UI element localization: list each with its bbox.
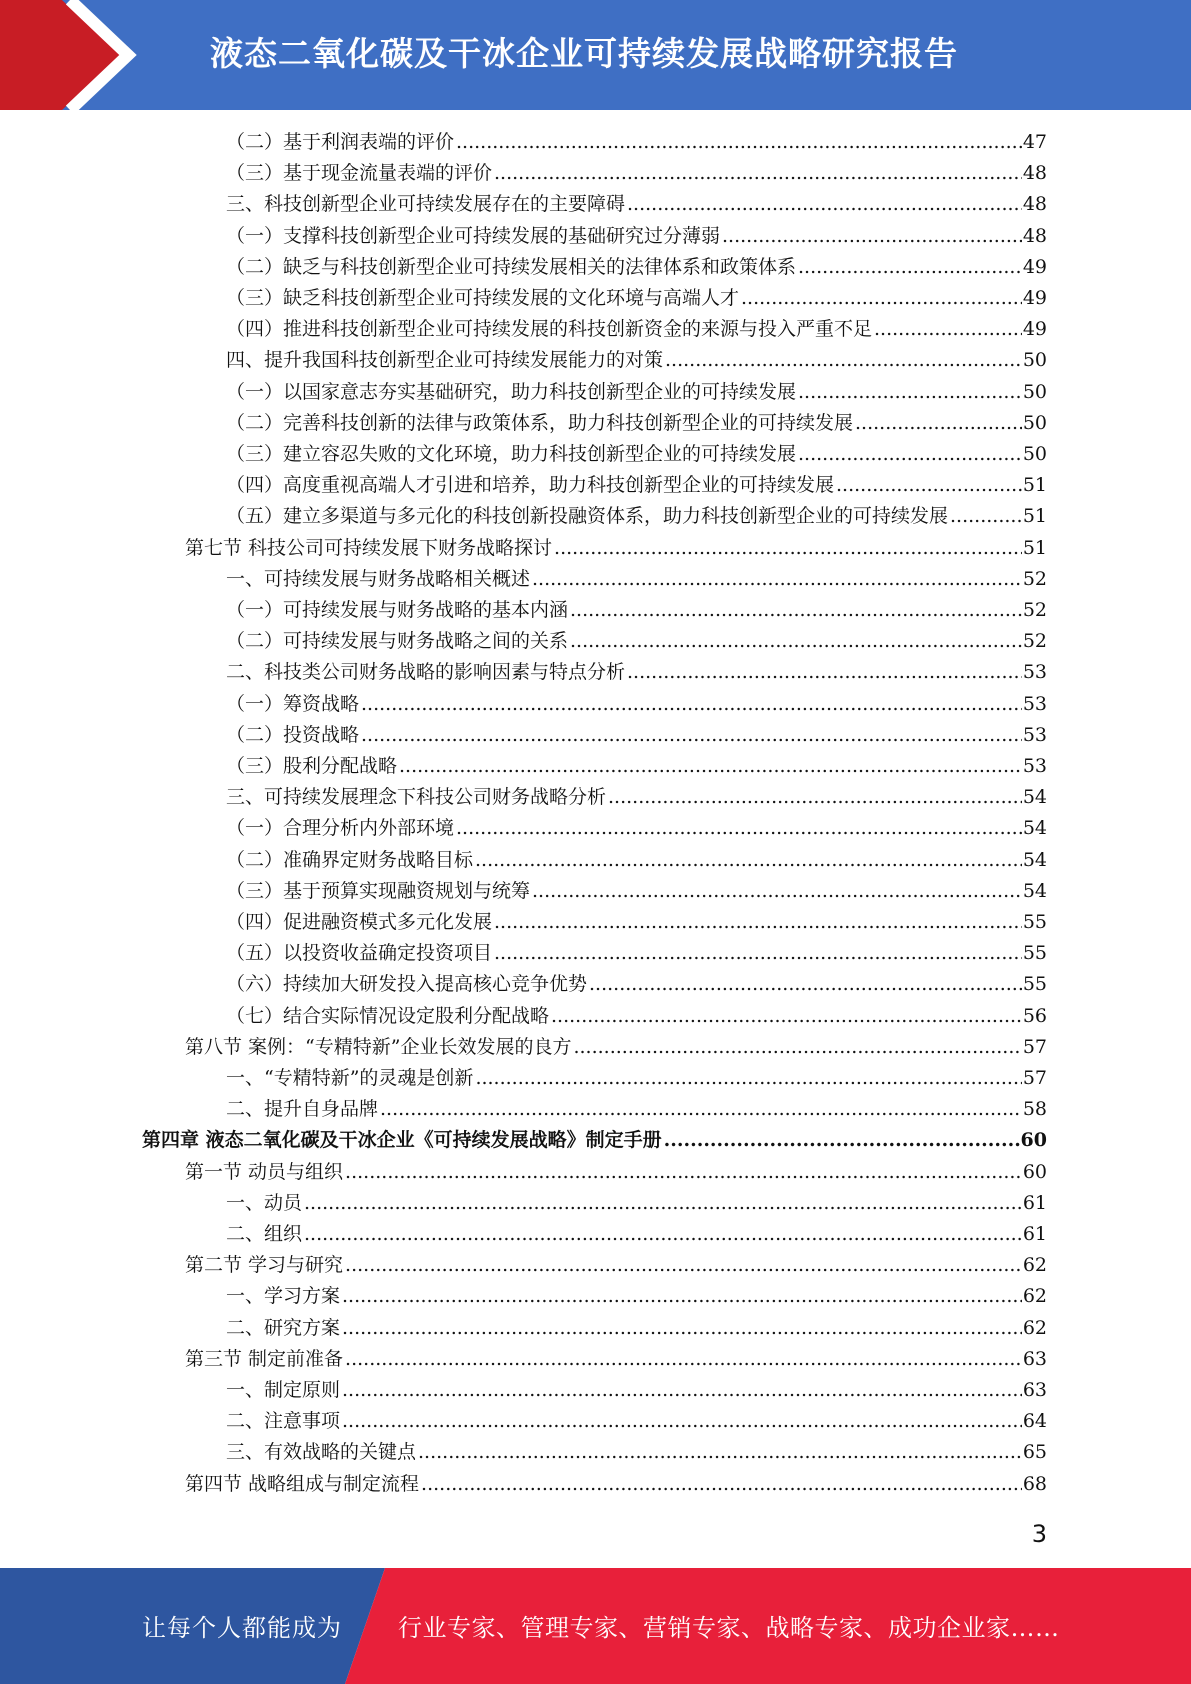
toc-entry[interactable] [226,158,1047,189]
toc-entry-page: 57 [1022,1035,1047,1058]
toc-entry[interactable] [226,408,1047,439]
toc-leader-dots [798,377,1022,408]
toc-entry-page: 62 [1022,1316,1047,1339]
toc-leader-dots [380,1094,1022,1125]
toc-entry[interactable] [226,689,1047,720]
toc-entry-page: 52 [1022,567,1047,590]
toc-entry-page: 50 [1022,349,1047,372]
toc-entry[interactable] [226,283,1047,314]
toc-entry-page: 53 [1022,755,1047,777]
toc-entry-title: （二）完善科技创新的法律与政策体系，助力科技创新型企业的可持续发展 [226,411,854,434]
toc-entry[interactable] [226,1437,1047,1468]
toc-entry-title: 三、可持续发展理念下科技公司财务战略分析 [226,786,607,809]
toc-entry-title: 三、科技创新型企业可持续发展存在的主要障碍 [226,193,626,216]
toc-entry-page: 53 [1022,692,1047,715]
toc-entry-title: （一）以国家意志夯实基础研究，助力科技创新型企业的可持续发展 [226,380,797,403]
toc-entry[interactable] [226,221,1047,252]
toc-leader-dots [554,533,1022,564]
toc-leader-dots [570,595,1022,626]
toc-entry[interactable] [226,595,1047,626]
toc-entry[interactable] [226,1375,1047,1406]
toc-leader-dots [494,158,1022,189]
toc-entry-page: 53 [1022,723,1047,746]
toc-entry-page: 54 [1022,879,1047,902]
toc-entry-title: （三）基于预算实现融资规划与统筹 [226,879,531,902]
toc-entry[interactable] [185,533,1047,564]
toc-entry[interactable] [226,876,1047,907]
toc-entry[interactable] [226,377,1047,408]
toc-entry-page: 58 [1022,1098,1047,1121]
toc-leader-dots [573,1032,1021,1063]
toc-entry[interactable] [226,1406,1047,1437]
toc-entry-title: （一）可持续发展与财务战略的基本内涵 [226,599,569,621]
toc-entry-page: 54 [1022,817,1047,840]
toc-entry[interactable] [226,1313,1047,1344]
toc-leader-dots [570,626,1022,657]
toc-entry-title: 第四章 液态二氧化碳及干冰企业《可持续发展战略》制定手册 [142,1129,662,1152]
toc-leader-dots [361,720,1022,751]
page-header [0,0,1191,110]
toc-leader-dots [798,439,1022,470]
toc-leader-dots [345,1250,1022,1281]
toc-leader-dots [608,782,1022,813]
toc-entry[interactable] [226,657,1047,688]
toc-entry-title: 第一节 动员与组织 [185,1160,344,1183]
page-number: 3 [1031,1520,1047,1548]
toc-entry[interactable] [185,1344,1047,1375]
toc-leader-dots [345,1344,1022,1375]
toc-leader-dots [722,221,1022,252]
toc-leader-dots [950,501,1022,532]
toc-entry[interactable] [226,1001,1047,1032]
toc-entry-page: 57 [1022,1067,1047,1089]
toc-leader-dots [836,470,1022,501]
toc-entry[interactable] [226,1094,1047,1125]
toc-entry-title: （三）基于现金流量表端的评价 [226,162,493,185]
toc-leader-dots [665,345,1022,376]
toc-leader-dots [342,1375,1022,1406]
toc-entry[interactable] [226,1188,1047,1219]
toc-entry-title: 第八节 案例：“专精特新”企业长效发展的良方 [185,1035,572,1058]
toc-entry[interactable] [226,969,1047,1000]
toc-leader-dots [456,127,1022,158]
toc-entry[interactable] [226,720,1047,751]
toc-entry-page: 48 [1022,224,1047,247]
toc-entry-title: 四、提升我国科技创新型企业可持续发展能力的对策 [226,349,664,372]
toc-entry[interactable] [226,751,1047,782]
toc-entry-page: 55 [1022,973,1047,996]
toc-entry[interactable] [226,439,1047,470]
toc-leader-dots [494,938,1022,969]
toc-entry-page: 49 [1022,255,1047,278]
toc-entry-title: 三、有效战略的关键点 [226,1441,417,1464]
toc-leader-dots [664,1125,1020,1156]
toc-entry[interactable] [185,1032,1047,1063]
toc-leader-dots [304,1188,1022,1219]
toc-entry-page: 49 [1022,287,1047,309]
toc-entry-page: 52 [1022,599,1047,621]
toc-leader-dots [627,657,1022,688]
toc-entry-page: 50 [1022,380,1047,403]
toc-entry-page: 55 [1022,911,1047,933]
toc-entry-page: 48 [1022,162,1047,185]
toc-leader-dots [551,1001,1022,1032]
toc-leader-dots [342,1281,1022,1312]
document-title: 液态二氧化碳及干冰企业可持续发展战略研究报告 [210,34,958,73]
toc-entry-page: 50 [1022,443,1047,465]
toc-entry-title: 第三节 制定前准备 [185,1347,344,1370]
toc-leader-dots [304,1219,1022,1250]
toc-entry-title: （四）促进融资模式多元化发展 [226,911,493,933]
toc-entry-title: 第四节 战略组成与制定流程 [185,1472,420,1495]
toc-entry-title: （三）缺乏科技创新型企业可持续发展的文化环境与高端人才 [226,287,740,309]
toc-entry[interactable] [226,127,1047,158]
toc-entry-page: 49 [1022,318,1047,341]
footer-slogan-left: 让每个人都能成为 [142,1614,342,1642]
toc-entry-page: 47 [1022,131,1047,153]
toc-entry[interactable] [226,907,1047,938]
toc-entry-page: 56 [1022,1004,1047,1027]
toc-entry-page: 64 [1022,1410,1047,1433]
toc-entry-title: （二）基于利润表端的评价 [226,131,455,153]
toc-entry-page: 63 [1022,1347,1047,1370]
toc-entry[interactable] [226,782,1047,813]
toc-entry-title: （四）高度重视高端人才引进和培养，助力科技创新型企业的可持续发展 [226,474,835,497]
toc-entry-page: 61 [1022,1223,1047,1245]
toc-entry-title: （三）股利分配战略 [226,755,398,777]
toc-leader-dots [345,1157,1022,1188]
toc-leader-dots [589,969,1022,1000]
toc-entry-title: （一）合理分析内外部环境 [226,817,455,840]
toc-entry[interactable] [226,345,1047,376]
toc-entry-page: 53 [1022,661,1047,684]
header-arrow-decoration [0,0,150,110]
toc-entry[interactable] [185,1469,1047,1500]
footer-slogan-right: 行业专家、管理专家、营销专家、战略专家、成功企业家…… [398,1614,1060,1642]
toc-entry-page: 52 [1022,630,1047,653]
toc-entry-page: 54 [1022,848,1047,871]
toc-entry[interactable] [226,470,1047,501]
toc-leader-dots [399,751,1022,782]
toc-entry-page: 62 [1022,1254,1047,1277]
toc-entry-title: （二）投资战略 [226,723,360,746]
toc-entry-title: （二）准确界定财务战略目标 [226,848,474,871]
toc-entry-title: 二、研究方案 [226,1316,341,1339]
toc-entry-title: （二）缺乏与科技创新型企业可持续发展相关的法律体系和政策体系 [226,255,797,278]
toc-entry-title: 二、提升自身品牌 [226,1098,379,1121]
toc-entry[interactable] [226,845,1047,876]
toc-leader-dots [361,689,1022,720]
toc-leader-dots [421,1469,1022,1500]
toc-entry-page: 50 [1022,411,1047,434]
toc-leader-dots [874,314,1022,345]
toc-entry-title: 二、组织 [226,1223,303,1245]
toc-entry[interactable] [226,626,1047,657]
toc-entry-title: 第七节 科技公司可持续发展下财务战略探讨 [185,536,553,559]
toc-entry[interactable] [226,501,1047,532]
toc-entry[interactable] [226,813,1047,844]
toc-entry[interactable] [226,314,1047,345]
toc-entry[interactable] [226,1219,1047,1250]
toc-leader-dots [532,876,1022,907]
toc-leader-dots [741,283,1022,314]
toc-leader-dots [342,1313,1022,1344]
toc-entry-title: （六）持续加大研发投入提高核心竞争优势 [226,973,588,996]
toc-entry-title: 二、科技类公司财务战略的影响因素与特点分析 [226,661,626,684]
toc-entry-page: 54 [1022,786,1047,809]
toc-leader-dots [342,1406,1022,1437]
toc-entry-title: 第二节 学习与研究 [185,1254,344,1277]
toc-entry[interactable] [226,938,1047,969]
toc-entry-title: （三）建立容忍失败的文化环境，助力科技创新型企业的可持续发展 [226,443,797,465]
toc-entry-title: （七）结合实际情况设定股利分配战略 [226,1004,550,1027]
toc-entry-title: 一、可持续发展与财务战略相关概述 [226,567,531,590]
toc-entry-title: （五）以投资收益确定投资项目 [226,942,493,965]
toc-entry-title: （一）支撑科技创新型企业可持续发展的基础研究过分薄弱 [226,224,721,247]
toc-leader-dots [855,408,1022,439]
toc-leader-dots [532,564,1022,595]
toc-entry-page: 51 [1022,474,1047,497]
toc-entry-page: 63 [1022,1379,1047,1401]
toc-leader-dots [627,189,1022,220]
toc-entry-title: （二）可持续发展与财务战略之间的关系 [226,630,569,653]
toc-entry[interactable] [226,564,1047,595]
toc-leader-dots [475,1063,1021,1094]
toc-entry[interactable] [226,1063,1047,1094]
toc-entry-title: 一、学习方案 [226,1285,341,1308]
toc-entry-page: 68 [1022,1472,1047,1495]
toc-entry[interactable] [185,1250,1047,1281]
toc-entry-page: 60 [1022,1160,1047,1183]
toc-entry-title: （一）筹资战略 [226,692,360,715]
toc-entry-title: （五）建立多渠道与多元化的科技创新投融资体系，助力科技创新型企业的可持续发展 [226,505,949,528]
toc-entry[interactable] [142,1125,1047,1156]
toc-entry-page: 51 [1022,536,1047,559]
toc-entry-page: 48 [1022,193,1047,216]
toc-entry-page: 61 [1022,1191,1047,1214]
toc-entry-page: 65 [1022,1441,1047,1464]
toc-entry[interactable] [226,1281,1047,1312]
toc-entry[interactable] [226,189,1047,220]
toc-leader-dots [475,845,1022,876]
toc-entry[interactable] [226,252,1047,283]
toc-entry-page: 60 [1020,1129,1047,1152]
toc-entry-title: 二、注意事项 [226,1410,341,1433]
toc-leader-dots [418,1437,1022,1468]
toc-entry-title: 一、“专精特新”的灵魂是创新 [226,1067,474,1089]
toc-leader-dots [798,252,1022,283]
toc-entry-title: （四）推进科技创新型企业可持续发展的科技创新资金的来源与投入严重不足 [226,318,873,341]
toc-entry[interactable] [185,1157,1047,1188]
toc-entry-title: 一、制定原则 [226,1379,341,1401]
toc-entry-page: 51 [1022,505,1047,528]
toc-entry-title: 一、动员 [226,1191,303,1214]
toc-leader-dots [494,907,1022,938]
toc-entry-page: 55 [1022,942,1047,965]
page-footer [0,1568,1191,1684]
toc-leader-dots [456,813,1022,844]
toc-entry-page: 62 [1022,1285,1047,1308]
